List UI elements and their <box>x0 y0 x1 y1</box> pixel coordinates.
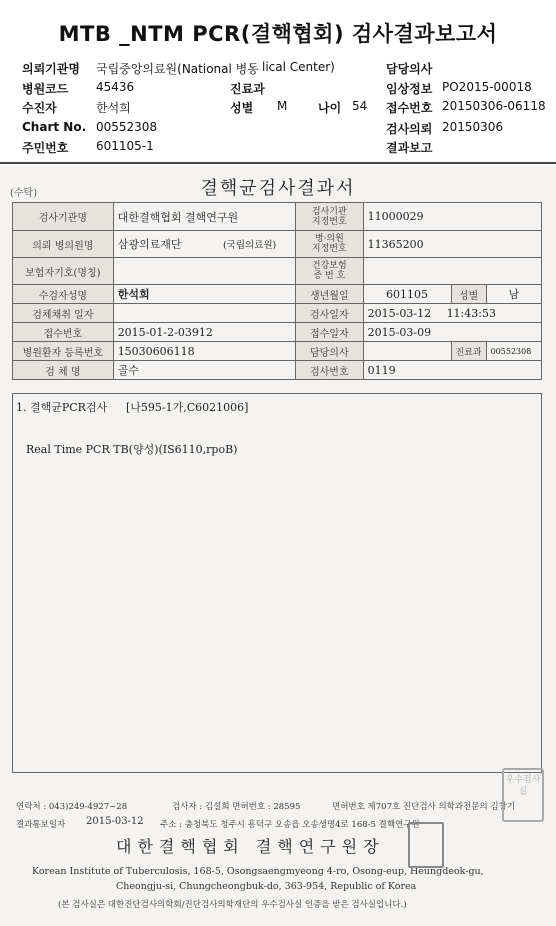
request-date-label: 검사의뢰 <box>386 122 433 136</box>
hospital-code-label: 병원코드 <box>22 82 69 96</box>
english-address-line2: Cheongju-si, Chungcheongbuk-do, 363-954, Republic of Korea <box>116 881 417 892</box>
birth-label: 생년월일 <box>295 285 363 304</box>
insured-value <box>113 258 295 285</box>
patient-value: 한석희 <box>113 285 295 304</box>
requester-value: 삼광의료재단 <box>117 238 182 251</box>
agency-value: 대한결핵협회 결핵연구원 <box>113 203 295 231</box>
table-row <box>13 342 542 361</box>
collect-date-label: 검체채취 일자 <box>13 304 114 323</box>
institute-name: 대한결핵협회 결핵연구원장 <box>116 837 385 856</box>
test-time-value: 11:43:53 <box>446 306 496 320</box>
report-date-label: 결과통보일자 <box>16 820 66 830</box>
header-divider <box>0 162 556 164</box>
table-row <box>13 258 542 285</box>
consignment-label: (수탁) <box>10 188 38 199</box>
table-row <box>13 285 542 304</box>
resident-no-value: 601105-1 <box>96 139 154 153</box>
receipt-no-value: 20150306-06118 <box>442 99 546 113</box>
table-row <box>13 323 542 342</box>
receipt-no-label: 접수번호 <box>386 101 433 115</box>
english-address-line1: Korean Institute of Tuberculosis, 168-5, Osongsaengmyeong 4-ro, Osong-eup, Heungdeok-gu, <box>32 866 484 877</box>
chart-no-value: 00552308 <box>96 120 158 134</box>
test-date-value: 2015-03-12 <box>367 306 432 320</box>
hospital-name-label: 의뢰기관명 <box>22 62 80 76</box>
pcr-result: Real Time PCR TB(양성)(IS6110,rpoB) <box>26 443 238 456</box>
table-row <box>13 361 542 380</box>
birth-value: 601105 <box>363 285 451 304</box>
tester-info: 검사자 : 김설희 면허번호 : 28595 <box>172 802 301 812</box>
license-info: 면허번호 제707호 진단검사 의학과전문의 김창기 <box>332 802 516 812</box>
insured-label: 보험자기호(명칭) <box>13 258 114 285</box>
hospital-code-value: 45436 <box>96 80 135 94</box>
specimen-label: 검 체 명 <box>13 361 114 380</box>
department-label: 진료과 <box>451 342 486 361</box>
clinical-info-label: 임상정보 <box>386 82 433 96</box>
collect-date-value <box>113 304 295 323</box>
report-header-title: MTB _NTM PCR(결핵협회) 검사결과보고서 <box>58 22 498 46</box>
certification-note: (본 검사실은 대한진단검사의학회/진단검사의학재단의 우수검사실 인증을 받은 검사실입니다.) <box>58 900 407 910</box>
patient-name-value: 한석희 <box>96 101 131 115</box>
agency-code-label: 검사기관 지정번호 <box>295 203 363 231</box>
receipt-date-label: 접수일자 <box>295 323 363 342</box>
hospital-name-value: 국립중앙의료원(National 병동 <box>96 62 259 76</box>
requester-label: 의뢰 병의원명 <box>13 231 114 258</box>
lab-receipt-no-value: 2015-01-2-03912 <box>113 323 295 342</box>
health-insurance-label: 건강보험 증 번 호 <box>295 258 363 285</box>
test-no-label: 검사번호 <box>295 361 363 380</box>
clinic-code-value: 11365200 <box>363 231 541 258</box>
sex-value: M <box>277 99 288 113</box>
table-row <box>13 231 542 258</box>
patient-label: 수검자성명 <box>13 285 114 304</box>
agency-code-value: 11000029 <box>363 203 541 231</box>
requester-cell <box>113 231 295 258</box>
table-row <box>13 203 542 231</box>
table-row <box>13 304 542 323</box>
test-no-value: 0119 <box>363 361 541 380</box>
test-date-label: 검사일자 <box>295 304 363 323</box>
receipt-date-value: 2015-03-09 <box>363 323 541 342</box>
dept-label: 진료과 <box>230 82 265 96</box>
test-date-cell <box>363 304 541 323</box>
certification-seal-icon: 우수검사실 <box>502 768 544 822</box>
report-info-table <box>12 202 542 380</box>
sex-cell-label: 성별 <box>451 285 486 304</box>
clinical-info-value: PO2015-00018 <box>442 80 532 94</box>
resident-no-label: 주민번호 <box>22 141 69 155</box>
health-insurance-value <box>363 258 541 285</box>
official-seal-icon <box>408 822 444 868</box>
doctor-label: 담당의사 <box>386 62 433 76</box>
agency-label: 검사기관명 <box>13 203 114 231</box>
lab-receipt-no-label: 접수번호 <box>13 323 114 342</box>
hospital-name-overlap: lical Center) <box>262 60 335 74</box>
pcr-test-label: 1. 결핵균PCR검사 <box>16 401 108 414</box>
hospital-reg-label: 병원환자 등록번호 <box>13 342 114 361</box>
report-title: 결핵균검사결과서 <box>200 178 356 199</box>
result-report-label: 결과보고 <box>386 141 433 155</box>
patient-name-label: 수진자 <box>22 101 57 115</box>
sex-label: 성별 <box>230 101 254 115</box>
requester-note: (국립의료원) <box>222 240 277 251</box>
age-label: 나이 <box>318 101 342 115</box>
pcr-test-code: [나595-1가,C6021006] <box>126 401 249 414</box>
attending-doctor-label: 담당의사 <box>295 342 363 361</box>
chart-no-label: Chart No. <box>22 120 87 134</box>
address: 주소 : 충청북도 청주시 흥덕구 오송읍 오송생명4로 168-5 결핵연구원 <box>160 820 420 830</box>
contact-phone: 연락처 : 043)249-4927~28 <box>16 802 128 812</box>
report-date-value: 2015-03-12 <box>86 816 144 827</box>
clinic-code-label: 병·의원 지정번호 <box>295 231 363 258</box>
age-value: 54 <box>352 99 368 113</box>
sex-cell-value: 남 <box>486 285 541 304</box>
attending-doctor-value <box>363 342 451 361</box>
specimen-value: 골수 <box>113 361 295 380</box>
request-date-value: 20150306 <box>442 120 504 134</box>
hospital-reg-value: 15030606118 <box>113 342 295 361</box>
department-value: 00552308 <box>486 342 541 361</box>
